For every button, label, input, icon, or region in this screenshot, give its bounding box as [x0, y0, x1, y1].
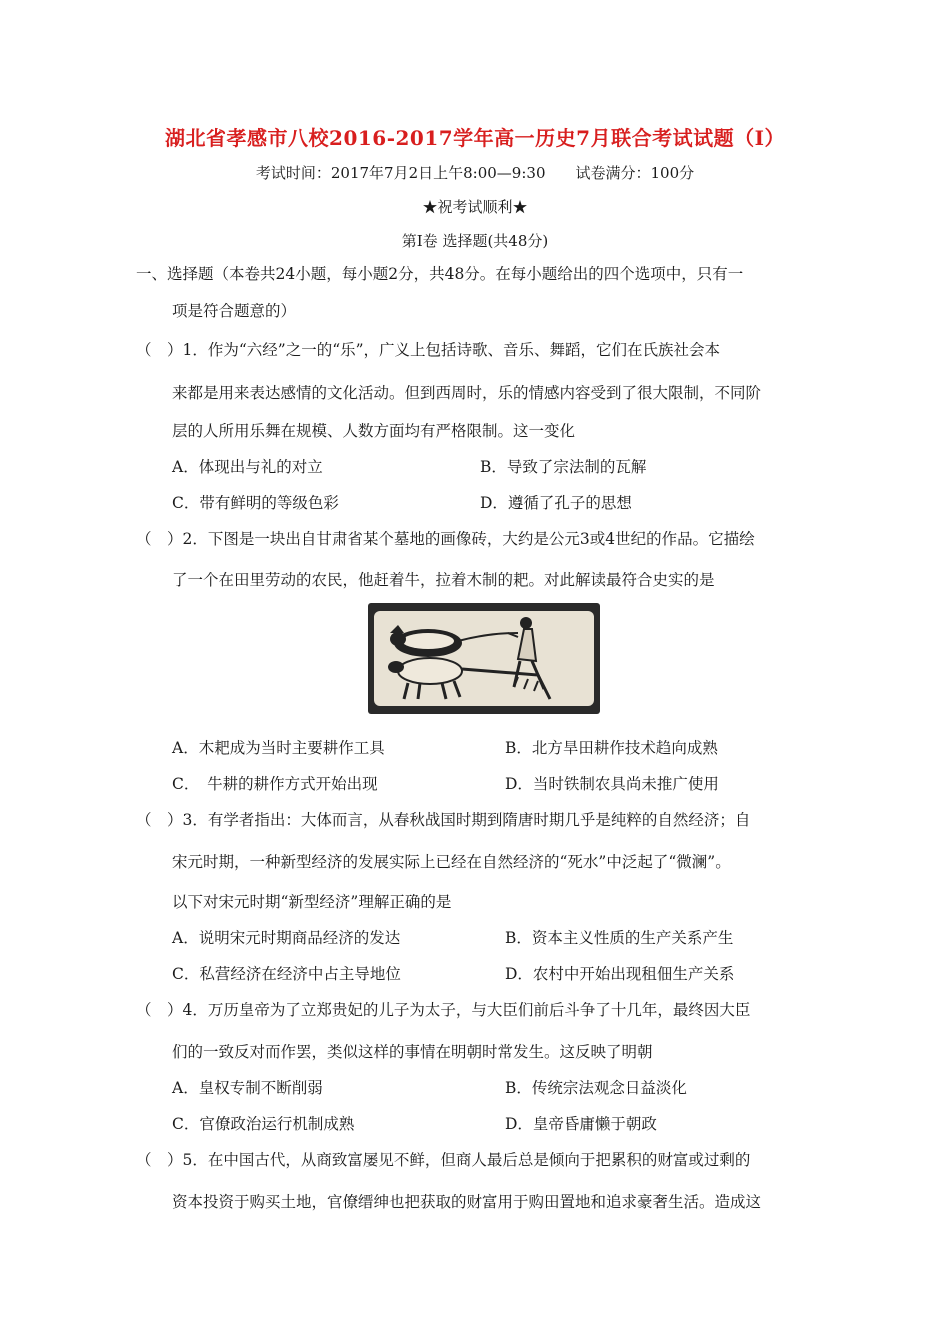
exam-info: 考试时间：2017年7月2日上午8:00—9:30 试卷满分：100分 — [255, 164, 695, 182]
question-2-line: （ ）2．下图是一块出自甘肃省某个墓地的画像砖，大约是公元3或4世纪的作品。它描绘 — [136, 530, 755, 548]
question-2-option-c: C． 牛耕的耕作方式开始出现 — [172, 775, 378, 793]
question-5-line: （ ）5．在中国古代，从商致富屡见不鲜，但商人最后总是倾向于把累积的财富或过剩的 — [136, 1151, 751, 1169]
question-4-option-b: B．传统宗法观念日益淡化 — [505, 1079, 687, 1097]
question-3-line: 宋元时期，一种新型经济的发展实际上已经在自然经济的“死水”中泛起了“微澜”。 — [172, 853, 731, 871]
question-3-option-b: B．资本主义性质的生产关系产生 — [505, 929, 734, 947]
question-3-line: （ ）3．有学者指出：大体而言，从春秋战国时期到隋唐时期几乎是纯粹的自然经济；自 — [136, 811, 751, 829]
section-heading: 一、选择题（本卷共24小题，每小题2分，共48分。在每小题给出的四个选项中，只有一 — [136, 265, 744, 283]
question-4-option-d: D．皇帝昏庸懒于朝政 — [505, 1115, 657, 1133]
question-4-option-c: C．官僚政治运行机制成熟 — [172, 1115, 355, 1133]
question-1-option-b: B．导致了宗法制的瓦解 — [480, 458, 647, 476]
question-1-line: （ ）1．作为“六经”之一的“乐”，广义上包括诗歌、音乐、舞蹈，它们在氏族社会本 — [136, 341, 721, 359]
blessing-text: ★祝考试顺利★ — [422, 198, 528, 216]
question-3-option-a: A．说明宋元时期商品经济的发达 — [172, 929, 401, 947]
brick-painting-image — [368, 603, 600, 714]
page-title: 湖北省孝感市八校2016-2017学年高一历史7月联合考试试题（Ⅰ） — [165, 126, 785, 150]
question-1-line: 来都是用来表达感情的文化活动。但到西周时，乐的情感内容受到了很大限制，不同阶 — [172, 384, 762, 402]
question-3-line: 以下对宋元时期“新型经济”理解正确的是 — [172, 893, 452, 911]
question-2-option-b: B．北方旱田耕作技术趋向成熟 — [505, 739, 718, 757]
question-2-option-a: A．木耙成为当时主要耕作工具 — [172, 739, 385, 757]
question-1-option-a: A．体现出与礼的对立 — [172, 458, 323, 476]
question-1-option-d: D．遵循了孔子的思想 — [480, 494, 632, 512]
question-1-option-c: C．带有鲜明的等级色彩 — [172, 494, 339, 512]
question-2-line: 了一个在田里劳动的农民，他赶着牛，拉着木制的耙。对此解读最符合史实的是 — [172, 571, 715, 589]
question-5-line: 资本投资于购买土地，官僚缙绅也把获取的财富用于购田置地和追求豪奢生活。造成这 — [172, 1193, 762, 1211]
part-title: 第Ⅰ卷 选择题(共48分) — [401, 232, 549, 250]
question-1-line: 层的人所用乐舞在规模、人数方面均有严格限制。这一变化 — [172, 422, 576, 440]
question-4-option-a: A．皇权专制不断削弱 — [172, 1079, 323, 1097]
question-4-line: （ ）4．万历皇帝为了立郑贵妃的儿子为太子，与大臣们前后斗争了十几年，最终因大臣 — [136, 1001, 751, 1019]
question-3-option-d: D．农村中开始出现租佃生产关系 — [505, 965, 735, 983]
section-heading-cont: 项是符合题意的） — [172, 302, 297, 320]
question-3-option-c: C．私营经济在经济中占主导地位 — [172, 965, 401, 983]
question-2-option-d: D．当时铁制农具尚未推广使用 — [505, 775, 719, 793]
question-4-line: 们的一致反对而作罢，类似这样的事情在明朝时常发生。这反映了明朝 — [172, 1043, 653, 1061]
